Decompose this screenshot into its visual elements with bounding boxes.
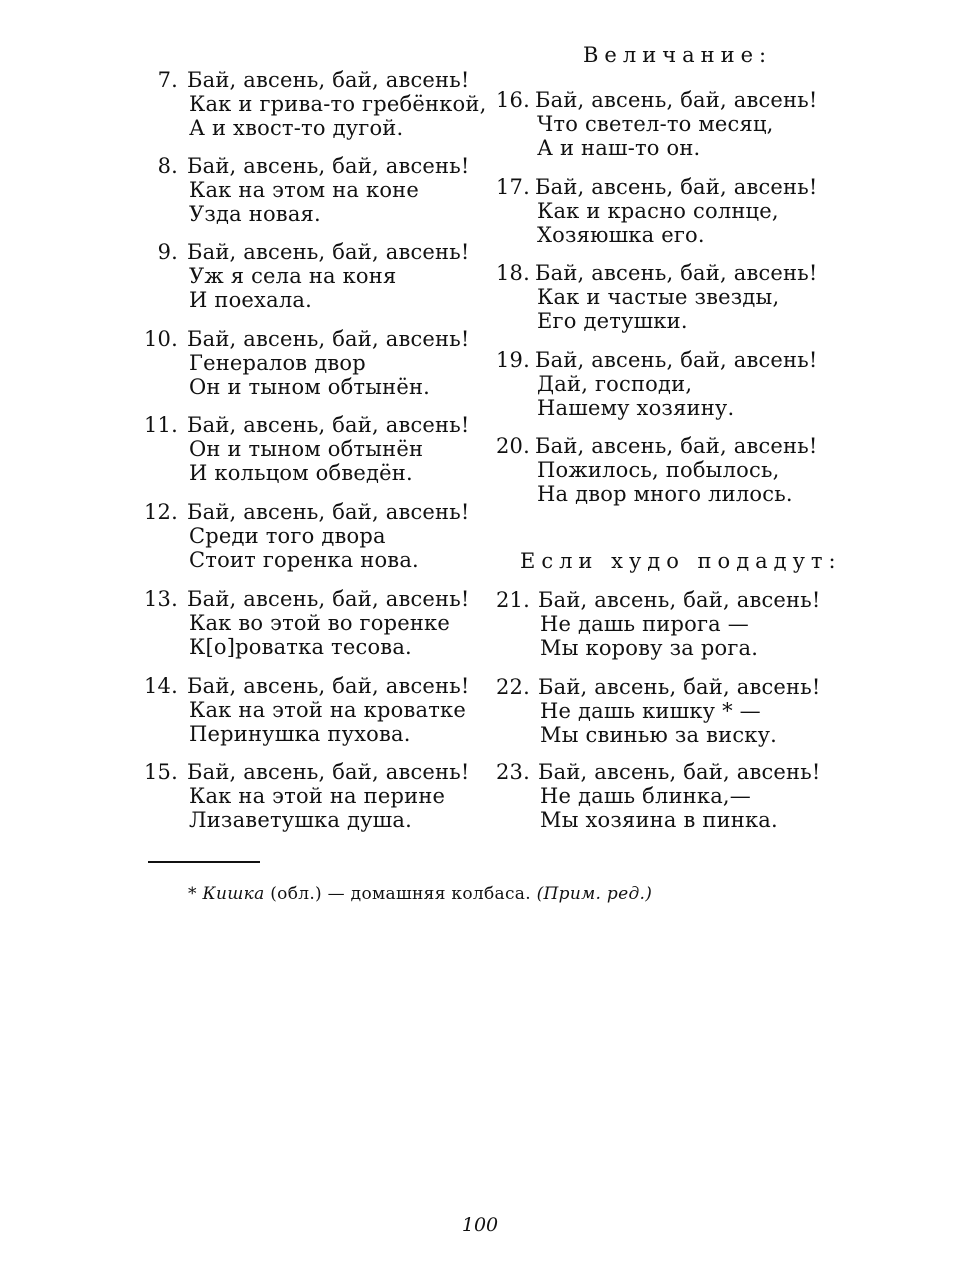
footnote-marker: *: [188, 884, 197, 904]
stanza-number: 20.: [496, 434, 530, 458]
verse-line: Бай, авсень, бай, авсень!: [187, 500, 470, 524]
verse-line: Бай, авсень, бай, авсень!: [187, 413, 470, 437]
verse-line: Не дашь кишку * —: [540, 699, 761, 723]
verse-line: Бай, авсень, бай, авсень!: [535, 261, 818, 285]
verse-line: Бай, авсень, бай, авсень!: [535, 348, 818, 372]
stanza-number: 15.: [144, 760, 178, 784]
verse-line: Бай, авсень, бай, авсень!: [187, 154, 470, 178]
stanza-number: 18.: [496, 261, 530, 285]
stanza-number: 12.: [144, 500, 178, 524]
verse-line: Перинушка пухова.: [189, 722, 411, 746]
verse-line: Как и частые звезды,: [537, 285, 780, 309]
stanza-number: 21.: [496, 588, 530, 612]
footnote: [188, 883, 652, 905]
verse-line: Как и грива-то гребёнкой,: [189, 92, 487, 116]
stanza-number: 11.: [144, 413, 178, 437]
verse-line: Бай, авсень, бай, авсень!: [187, 240, 470, 264]
verse-line: Мы хозяина в пинка.: [540, 808, 778, 832]
verse-line: Пожилось, побылось,: [537, 458, 780, 482]
verse-line: Не дашь блинка,—: [540, 784, 751, 808]
verse-line: Хозяюшка его.: [537, 223, 705, 247]
verse-line: И кольцом обведён.: [189, 461, 413, 485]
verse-line: На двор много лилось.: [537, 482, 793, 506]
stanza-number: 17.: [496, 175, 530, 199]
section-heading-esli-hudo-podadut: Если худо подадут:: [520, 549, 842, 573]
footnote-note: (Прим. ред.): [536, 884, 653, 904]
verse-line: Бай, авсень, бай, авсень!: [187, 587, 470, 611]
footnote-term: Кишка: [202, 884, 265, 904]
stanza-number: 23.: [496, 760, 530, 784]
verse-line: И поехала.: [189, 288, 312, 312]
verse-line: Бай, авсень, бай, авсень!: [538, 760, 821, 784]
verse-line: Его детушки.: [537, 309, 688, 333]
verse-line: Как на этом на коне: [189, 178, 419, 202]
stanza-number: 19.: [496, 348, 530, 372]
verse-line: Уж я села на коня: [189, 264, 397, 288]
verse-line: Бай, авсень, бай, авсень!: [535, 175, 818, 199]
verse-line: Он и тыном обтынён.: [189, 375, 431, 399]
verse-line: Мы корову за рога.: [540, 636, 759, 660]
verse-line: Как и красно солнце,: [537, 199, 779, 223]
stanza-number: 10.: [144, 327, 178, 351]
stanza-number: 8.: [157, 154, 178, 178]
verse-line: Что светел-то месяц,: [537, 112, 774, 136]
verse-line: Генералов двор: [189, 351, 366, 375]
verse-line: Лизаветушка душа.: [189, 808, 412, 832]
verse-line: К[о]роватка тесова.: [189, 635, 412, 659]
verse-line: Бай, авсень, бай, авсень!: [187, 68, 470, 92]
verse-line: Он и тыном обтынён: [189, 437, 424, 461]
stanza-number: 7.: [157, 68, 178, 92]
stanza-number: 16.: [496, 88, 530, 112]
verse-line: Нашему хозяину.: [537, 396, 735, 420]
verse-line: Бай, авсень, бай, авсень!: [538, 675, 821, 699]
stanza-number: 9.: [157, 240, 178, 264]
verse-line: Стоит горенка нова.: [189, 548, 419, 572]
verse-line: Бай, авсень, бай, авсень!: [535, 434, 818, 458]
verse-line: Бай, авсень, бай, авсень!: [187, 327, 470, 351]
verse-line: Бай, авсень, бай, авсень!: [187, 674, 470, 698]
stanza-number: 13.: [144, 587, 178, 611]
footnote-text: (обл.) — домашняя колбаса.: [264, 884, 537, 904]
verse-line: А и наш-то он.: [537, 136, 701, 160]
verse-line: Среди того двора: [189, 524, 386, 548]
stanza-number: 22.: [496, 675, 530, 699]
verse-line: Как на этой на перине: [189, 784, 446, 808]
verse-line: Бай, авсень, бай, авсень!: [538, 588, 821, 612]
verse-line: А и хвост-то дугой.: [189, 116, 404, 140]
verse-line: Мы свинью за виску.: [540, 723, 778, 747]
section-heading-velichanie: Величание:: [583, 43, 773, 67]
stanza-number: 14.: [144, 674, 178, 698]
verse-line: Не дашь пирога —: [540, 612, 749, 636]
verse-line: Дай, господи,: [537, 372, 693, 396]
page-number: 100: [461, 1214, 499, 1236]
verse-line: Узда новая.: [189, 202, 321, 226]
verse-line: Как на этой на кроватке: [189, 698, 466, 722]
verse-line: Бай, авсень, бай, авсень!: [187, 760, 470, 784]
footnote-rule: [148, 861, 260, 863]
verse-line: Как во этой во горенке: [189, 611, 451, 635]
verse-line: Бай, авсень, бай, авсень!: [535, 88, 818, 112]
